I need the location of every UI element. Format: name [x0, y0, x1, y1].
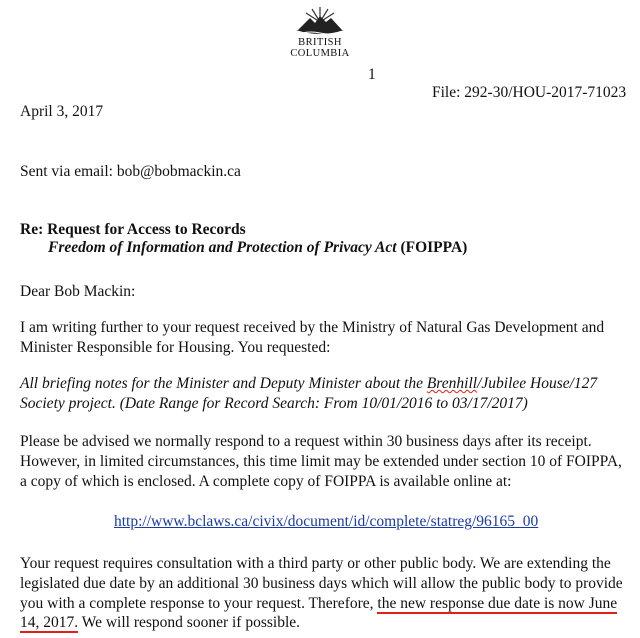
- para1-line1: I am writing further to your request received by the Ministry of Natural Gas Development and: [20, 319, 605, 336]
- request-misspelled-word: Brenhill: [426, 375, 478, 392]
- para2-line3: a copy of which is enclosed. A complete copy of FOIPPA is available online at:: [20, 473, 512, 490]
- re-line: Re: Request for Access to Records: [20, 221, 246, 238]
- request-line1-a: All briefing notes for the Minister and Deputy Minister about the: [20, 375, 427, 392]
- request-line1: [20, 374, 597, 394]
- letter-date: April 3, 2017: [20, 103, 104, 120]
- act-name: [48, 238, 467, 258]
- bc-crest-icon: [284, 4, 356, 36]
- logo-text-columbia: COLUMBIA: [290, 48, 350, 59]
- para1-line2: Minister Responsible for Housing. You requested:: [20, 339, 331, 356]
- highlighted-due-date-part2: 14, 2017.: [20, 614, 79, 631]
- act-abbrev: (FOIPPA): [396, 239, 468, 256]
- foippa-link[interactable]: http://www.bclaws.ca/civix/document/id/complete/statreg/96165_00: [114, 513, 539, 530]
- para3-line4: [20, 613, 300, 633]
- sent-via-email: Sent via email: bob@bobmackin.ca: [20, 163, 241, 180]
- salutation: Dear Bob Mackin:: [20, 283, 136, 300]
- para3-line3-a: you with a complete response to your request. Therefore,: [20, 595, 378, 612]
- para3-line2: legislated due date by an additional 30 business days which will allow the public body to provide: [20, 575, 623, 592]
- para3-line3: [20, 594, 617, 614]
- request-line2: Society project. (Date Range for Record Search: From 10/01/2016 to 03/17/2017): [20, 395, 528, 412]
- file-reference: File: 292-30/HOU-2017-71023: [432, 84, 627, 101]
- bc-logo: [284, 4, 356, 62]
- request-line1-c: /Jubilee House/127: [477, 375, 598, 392]
- para2-line2: However, in limited circumstances, this time limit may be extended under section 10 of FOIPPA,: [20, 453, 622, 470]
- para2-line1: Please be advised we normally respond to a request within 30 business days after its receipt.: [20, 433, 592, 450]
- para3-line1: Your request requires consultation with a third party or other public body. We are extending the: [20, 555, 611, 572]
- foippa-url[interactable]: [114, 512, 538, 532]
- logo-text-british: BRITISH: [298, 37, 342, 48]
- page-number: 1: [368, 66, 376, 83]
- highlighted-due-date-part1: the new response due date is now June: [377, 595, 618, 612]
- para3-line4-b: We will respond sooner if possible.: [78, 614, 301, 631]
- act-name-italic: Freedom of Information and Protection of Privacy Act: [48, 239, 397, 256]
